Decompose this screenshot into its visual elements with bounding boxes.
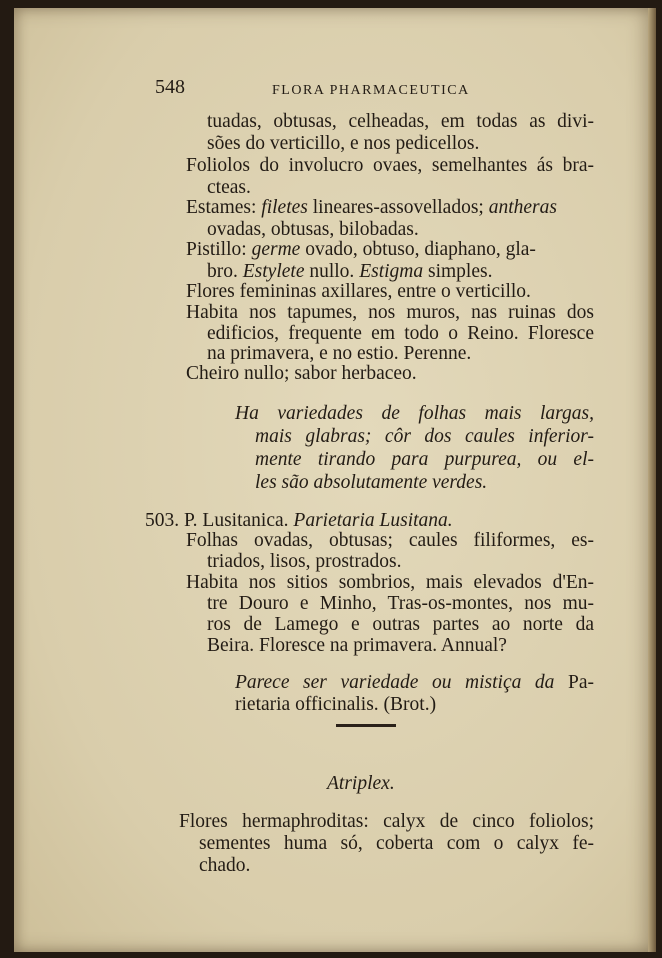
note-line: mais glabras; côr dos caules inferior- <box>255 426 594 447</box>
note-line: mente tirando para purpurea, ou el- <box>255 449 594 470</box>
text-line: Beira. Floresce na primavera. Annual? <box>207 635 507 656</box>
text-line: edificios, frequente em todo o Reino. Floresce <box>207 323 594 344</box>
text-line: Habita nos sitios sombrios, mais elevados d'En- <box>186 572 594 593</box>
text-line: chado. <box>199 855 251 876</box>
text-line: na primavera, e no estio. Perenne. <box>207 343 472 364</box>
note-line: rietaria officinalis. (Brot.) <box>235 694 437 715</box>
note-line: Ha variedades de folhas mais largas, <box>235 403 594 424</box>
species-heading: 503. P. Lusitanica. Parietaria Lusitana. <box>145 510 453 531</box>
genus-heading: Atriplex. <box>327 773 395 794</box>
text-line: cteas. <box>207 177 251 198</box>
text-line: Flores femininas axillares, entre o verticillo. <box>186 281 531 302</box>
running-title: FLORA PHARMACEUTICA <box>272 83 470 98</box>
text-line: bro. Estylete nullo. Estigma simples. <box>207 261 493 282</box>
text-line: Folhas ovadas, obtusas; caules filiformes, es- <box>186 530 594 551</box>
text-line: ros de Lamego e outras partes ao norte da <box>207 614 594 635</box>
text-line: triados, lisos, prostrados. <box>207 551 402 572</box>
section-divider <box>336 724 396 727</box>
page-number: 548 <box>155 76 185 98</box>
text-line: Estames: filetes lineares-assovellados; antheras <box>186 197 557 218</box>
text-line: sementes huma só, coberta com o calyx fe- <box>199 833 594 854</box>
text-line: tuadas, obtusas, celheadas, em todas as divi- <box>207 111 594 132</box>
text-line: Pistillo: germe ovado, obtuso, diaphano, gla- <box>186 239 536 260</box>
text-line: Cheiro nullo; sabor herbaceo. <box>186 363 417 384</box>
text-line: sões do verticillo, e nos pedicellos. <box>207 133 480 154</box>
text-line: Habita nos tapumes, nos muros, nas ruinas dos <box>186 302 594 323</box>
text-line: Flores hermaphroditas: calyx de cinco foliolos; <box>179 811 594 832</box>
note-line: Parece ser variedade ou mistiça da Pa- <box>235 672 594 693</box>
text-line: tre Douro e Minho, Tras-os-montes, nos mu- <box>207 593 594 614</box>
book-page <box>14 8 656 952</box>
page-edge <box>648 8 656 952</box>
note-line: les são absolutamente verdes. <box>255 472 488 493</box>
text-line: Foliolos do involucro ovaes, semelhantes ás bra- <box>186 155 594 176</box>
text-line: ovadas, obtusas, bilobadas. <box>207 219 419 240</box>
